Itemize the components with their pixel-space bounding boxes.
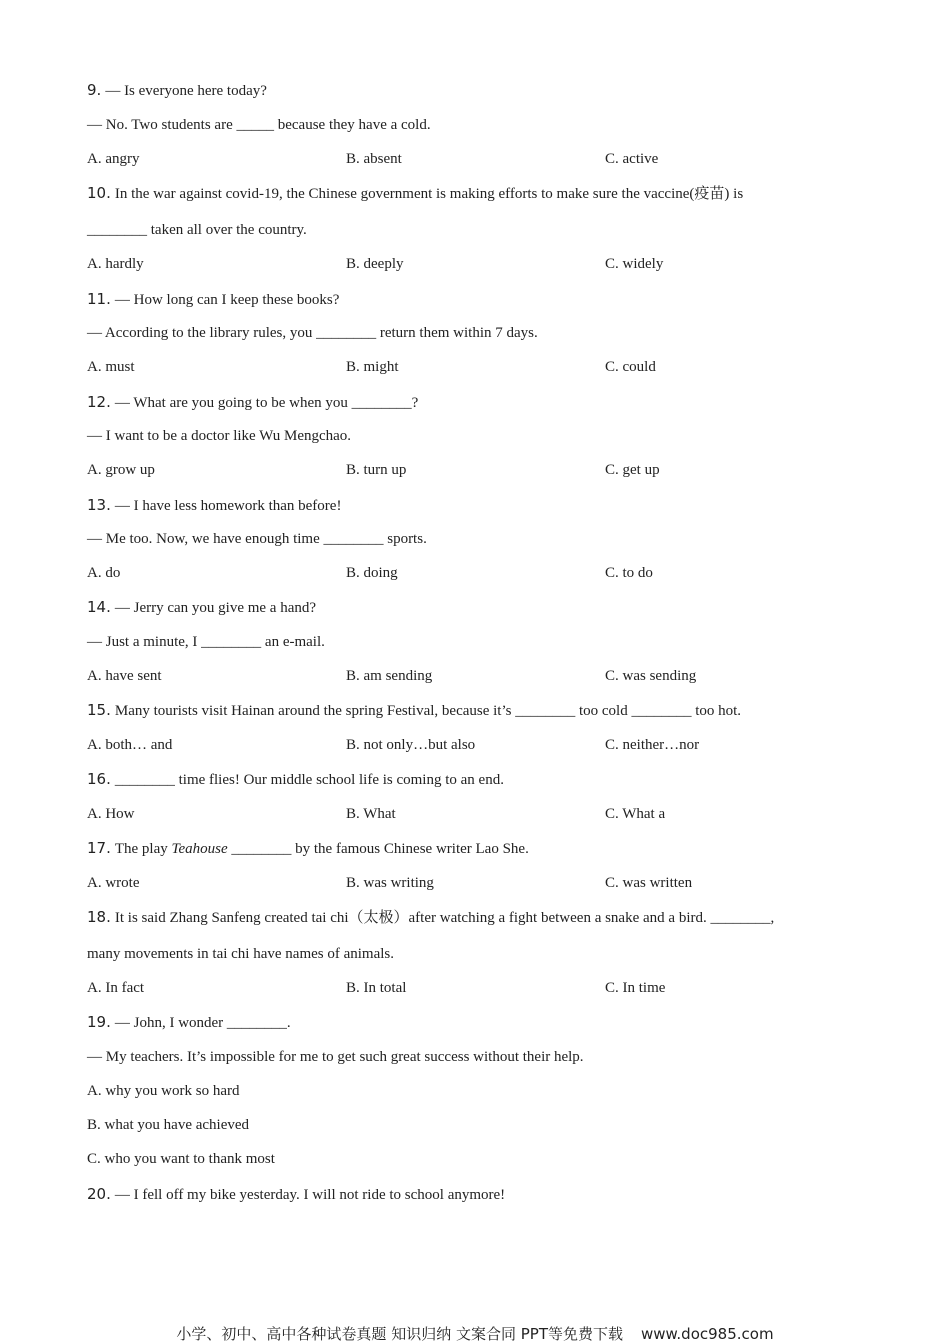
question-13-options: [87, 563, 867, 583]
question-number: 15.: [87, 701, 111, 719]
option-b: B. am sending: [346, 668, 433, 684]
question-18-options: [87, 978, 867, 998]
play-title: Teahouse: [171, 841, 228, 857]
question-number: 12.: [87, 393, 111, 411]
question-9-options: [87, 149, 867, 169]
question-20-stem: 20. — I fell off my bike yesterday. I will not ride to school anymore!: [87, 1185, 506, 1203]
question-13-stem: 13. — I have less homework than before!: [87, 496, 342, 514]
question-number: 18.: [87, 908, 111, 926]
question-18-stem: 18. It is said Zhang Sanfeng created tai chi（太极）after watching a fight between a snake and a bird. ________,: [87, 908, 775, 926]
question-12-options: [87, 460, 867, 480]
question-17-stem: 17. The play Teahouse ________ by the famous Chinese writer Lao She.: [87, 839, 529, 857]
option-b: B. deeply: [346, 256, 404, 272]
question-number: 17.: [87, 839, 111, 857]
option-c: C. active: [605, 151, 659, 167]
option-c: C. neither…nor: [605, 737, 700, 753]
option-b: B. what you have achieved: [87, 1117, 250, 1133]
question-15-stem: 15. Many tourists visit Hainan around the spring Festival, because it’s ________ too cold ________ too hot.: [87, 701, 742, 719]
question-number: 11.: [87, 290, 111, 308]
question-16-stem: 16. ________ time flies! Our middle school life is coming to an end.: [87, 770, 504, 788]
question-number: 19.: [87, 1013, 111, 1031]
question-number: 14.: [87, 598, 111, 616]
question-12-stem: 12. — What are you going to be when you ________?: [87, 393, 419, 411]
option-b: B. turn up: [346, 462, 407, 478]
footer: [0, 1323, 950, 1344]
question-number: 10.: [87, 184, 111, 202]
question-15-options: [87, 735, 867, 755]
option-c: C. was written: [605, 875, 693, 891]
question-11-options: [87, 357, 867, 377]
option-a: A. In fact: [87, 980, 145, 996]
option-b: B. might: [346, 359, 399, 375]
question-number: 13.: [87, 496, 111, 514]
option-a: A. grow up: [87, 462, 155, 478]
option-a: A. do: [87, 565, 121, 581]
option-a: A. hardly: [87, 256, 144, 272]
footer-url[interactable]: www.doc985.com: [640, 1325, 774, 1343]
question-14-stem: 14. — Jerry can you give me a hand?: [87, 598, 317, 616]
option-a: A. How: [87, 806, 135, 822]
option-c: C. could: [605, 359, 656, 375]
option-a: A. must: [87, 359, 135, 375]
option-a: A. wrote: [87, 875, 140, 891]
option-a: A. why you work so hard: [87, 1083, 240, 1099]
question-11-reply: — According to the library rules, you ________ return them within 7 days.: [87, 325, 538, 341]
option-a: A. angry: [87, 151, 140, 167]
question-10-options: [87, 254, 867, 274]
question-14-options: [87, 666, 867, 686]
question-14-reply: — Just a minute, I ________ an e-mail.: [87, 634, 325, 650]
question-9-stem: 9. — Is everyone here today?: [87, 81, 267, 99]
question-19-reply: — My teachers. It’s impossible for me to get such great success without their help.: [87, 1049, 584, 1065]
option-c: C. What a: [605, 806, 666, 822]
question-number: 9.: [87, 81, 102, 99]
question-13-reply: — Me too. Now, we have enough time ________ sports.: [87, 531, 427, 547]
question-17-options: [87, 873, 867, 893]
option-c: C. was sending: [605, 668, 697, 684]
option-b: B. absent: [346, 151, 402, 167]
option-c: C. to do: [605, 565, 653, 581]
question-16-options: [87, 804, 867, 824]
question-9-reply: — No. Two students are _____ because they have a cold.: [87, 117, 431, 133]
option-a: A. both… and: [87, 737, 173, 753]
question-18-stem-cont: many movements in tai chi have names of animals.: [87, 946, 395, 962]
option-a: A. have sent: [87, 668, 162, 684]
option-c: C. who you want to thank most: [87, 1151, 275, 1167]
question-19-stem: 19. — John, I wonder ________.: [87, 1013, 291, 1031]
question-12-reply: — I want to be a doctor like Wu Mengchao.: [87, 428, 352, 444]
option-b: B. In total: [346, 980, 407, 996]
question-number: 16.: [87, 770, 111, 788]
question-11-stem: 11. — How long can I keep these books?: [87, 290, 340, 308]
option-c: C. widely: [605, 256, 664, 272]
option-c: C. In time: [605, 980, 666, 996]
option-b: B. What: [346, 806, 396, 822]
question-number: 20.: [87, 1185, 111, 1203]
option-b: B. was writing: [346, 875, 434, 891]
question-10-stem-cont: ________ taken all over the country.: [87, 222, 307, 238]
question-10-stem: 10. In the war against covid-19, the Chinese government is making efforts to make sure the vaccine(疫苗) is: [87, 184, 744, 202]
option-b: B. not only…but also: [346, 737, 476, 753]
option-c: C. get up: [605, 462, 660, 478]
footer-text: 小学、初中、高中各种试卷真题 知识归纳 文案合同 PPT等免费下载: [176, 1325, 623, 1343]
option-b: B. doing: [346, 565, 398, 581]
